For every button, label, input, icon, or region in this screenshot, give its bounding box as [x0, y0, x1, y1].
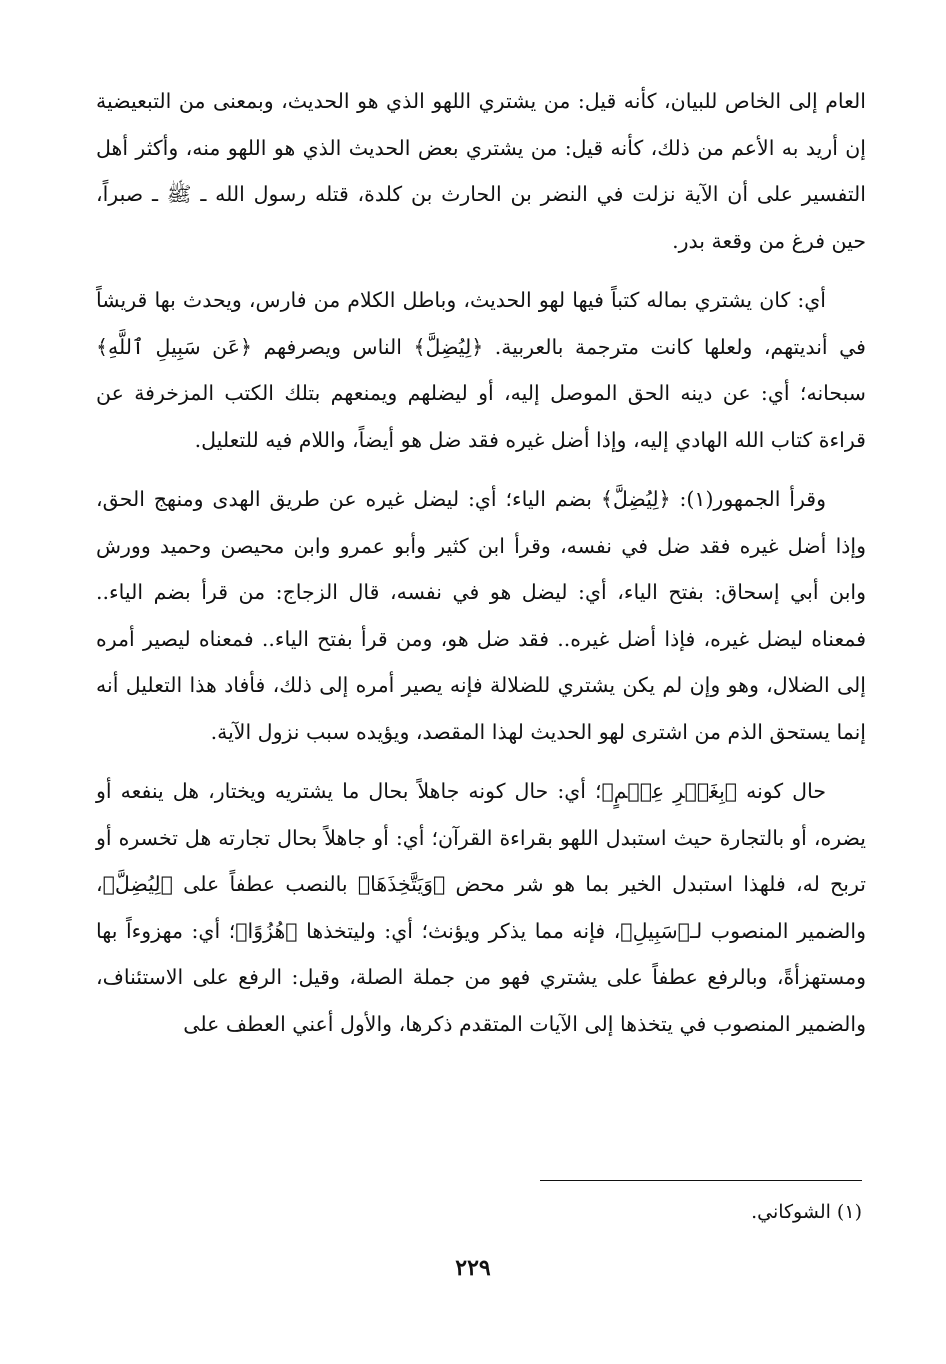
- footnote-divider: [540, 1180, 862, 1181]
- paragraph-4: حال كونه ﴿بِغَيۡرِ عِلۡمٍ﴾؛ أي: حال كونه جاهلاً بحال ما يشتريه ويختار، هل ينفعه أو يضره، أو بالتجارة حيث استبدل اللهو بقراءة القرآن؛ أي: أو جاهلاً بحال تجارته هل تخسره أو تربح له، فلهذا استبدل الخير بما هو شر محض ﴿وَيَتَّخِذَهَا﴾ بالنصب عطفاً على ﴿لِيُضِلَّ﴾، والضمير المنصوب لـ﴿سَبِيلِ﴾، فإنه مما يذكر ويؤنث؛ أي: وليتخذها ﴿هُزُوًا﴾؛ أي: مهزوءاً بها ومستهزأةً، وبالرفع عطفاً على يشتري فهو من جملة الصلة، وقيل: الرفع على الاستئناف، والضمير المنصوب في يتخذها إلى الآيات المتقدم ذكرها، والأول أعني العطف على: [96, 779, 866, 1036]
- paragraph-2: أي: كان يشتري بماله كتباً فيها لهو الحديث، وباطل الكلام من فارس، ويحدث بها قريشاً في أنديتهم، ولعلها كانت مترجمة بالعربية. ﴿لِيُضِلَّ﴾ الناس ويصرفهم ﴿عَن سَبِيلِ ٱللَّهِ﴾ سبحانه؛ أي: عن دينه الحق الموصل إليه، أو ليضلهم ويمنعهم بتلك الكتب المزخرفة عن قراءة كتاب الله الهادي إليه، وإذا أضل غيره فقد ضل هو أيضاً، واللام فيه للتعليل.: [96, 288, 866, 452]
- paragraph-1: العام إلى الخاص للبيان، كأنه قيل: من يشتري اللهو الذي هو الحديث، وبمعنى من التبعيضية إن أريد به الأعم من ذلك، كأنه قيل: من يشتري بعض الحديث الذي هو اللهو منه، وأكثر أهل التفسير على أن الآية نزلت في النضر بن الحارث بن كلدة، قتله رسول الله ـ ﷺ ـ صبراً، حين فرغ من وقعة بدر.: [96, 89, 866, 253]
- page-number: ٢٢٩: [455, 1255, 491, 1281]
- main-text: [96, 78, 866, 1060]
- footnote: (١) الشوكاني.: [751, 1201, 862, 1223]
- paragraph-3: وقرأ الجمهور(١): ﴿لِيُضِلَّ﴾ بضم الياء؛ أي: ليضل غيره عن طريق الهدى ومنهج الحق، وإذا أضل غيره فقد ضل في نفسه، وقرأ ابن كثير وأبو عمرو وابن محيصن وحميد وورش وابن أبي إسحاق: بفتح الياء، أي: ليضل هو في نفسه، قال الزجاج: من قرأ بضم الياء.. فمعناه ليضل غيره، فإذا أضل غيره.. فقد ضل هو، ومن قرأ بفتح الياء.. فمعناه ليصير أمره إلى الضلال، وهو وإن لم يكن يشتري للضلالة فإنه يصير أمره إلى ذلك، فأفاد هذا التعليل أنه إنما يستحق الذم من اشترى لهو الحديث لهذا المقصد، ويؤيده سبب نزول الآية.: [96, 487, 866, 744]
